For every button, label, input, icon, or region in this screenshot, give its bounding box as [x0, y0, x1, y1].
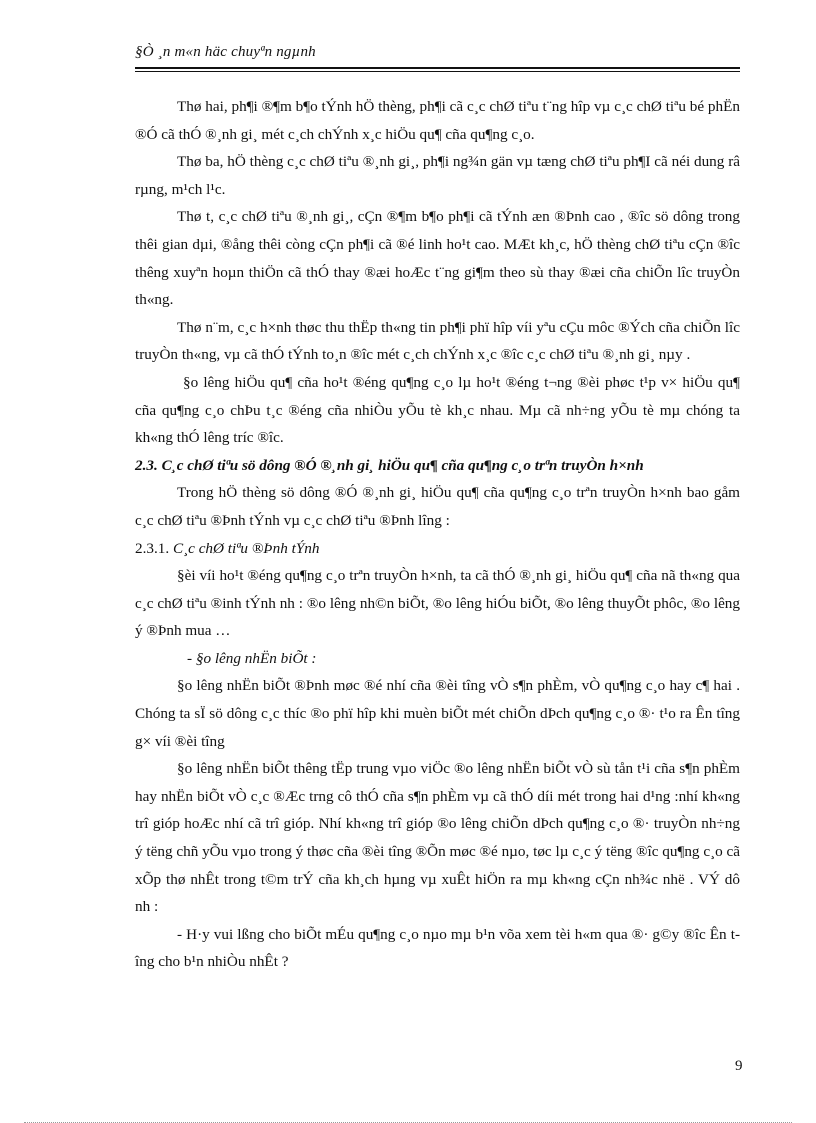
- section-heading: 2.3. C¸c chØ tiªu sö dông ®Ó ®¸nh gi¸ hiÖu qu¶ cña qu¶ng c¸o trªn truyÒn h×nh: [135, 456, 644, 474]
- header-rule-thin: [135, 71, 740, 72]
- paragraph-criteria-3: Thø ba, hÖ thèng c¸c chØ tiªu ®¸nh gi¸, ph¶i ng¾n gän vµ tæng chØ tiªu ph¶I cã néi dung râ rµng, m¹ch l¹c.: [135, 153, 740, 198]
- subsection-heading: [135, 535, 740, 563]
- subsection-title: C¸c chØ tiªu ®Þnh tÝnh: [172, 539, 320, 557]
- page-number: 9: [735, 1058, 743, 1074]
- paragraph-criteria-2: Thø hai, ph¶i ®¶m b¶o tÝnh hÖ thèng, ph¶i cã c¸c chØ tiªu t¨ng hîp vµ c¸c chØ tiªu bé phËn ®Ó cã thÓ ®¸nh gi¸ mét c¸ch chÝnh x¸c hiÖu qu¶ cña qu¶ng c¸o.: [135, 98, 740, 143]
- page-header-title: §Ò ¸n m«n häc chuyªn ngµnh: [135, 44, 316, 60]
- dash-heading-awareness: - §o lêng nhËn biÕt :: [187, 649, 317, 667]
- paragraph-criteria-4: Thø t, c¸c chØ tiªu ®¸nh gi¸, cÇn ®¶m b¶o ph¶i cã tÝnh æn ®Þnh cao , ®îc sö dông trong thêi gian dµi, ®ång thêi còng cÇn ph¶i cã ®é linh ho¹t cao. MÆt kh¸c, hÖ thèng chØ tiªu cÇn ®îc thêng xuyªn hoµn thiÖn cã thÓ thay ®æi hoÆc t¨ng gi¶m theo sù thay ®æi cña chiÕn lîc truyÒn th«ng.: [135, 208, 740, 309]
- paragraph-example: - H·y vui lßng cho biÕt mÉu qu¶ng c¸o nµo mµ b¹n võa xem tèi h«m qua ®· g©y ®îc Ên tîng cho b¹n nhiÒu nhÊt ?: [135, 925, 740, 971]
- header-rule-thick: [135, 67, 740, 69]
- paragraph-qualitative: §èi víi ho¹t ®éng qu¶ng c¸o trªn truyÒn h×nh, ta cã thÓ ®¸nh gi¸ hiÖu qu¶ cña nã th«ng qua c¸c chØ tiªu ®inh tÝnh nh : ®o lêng nh©n biÕt, ®o lêng hiÓu biÕt, ®o lêng thuyÕt phôc, ®o lêng ý ®Þnh mua …: [135, 567, 740, 640]
- page-body: [135, 93, 740, 976]
- paragraph-criteria-5: Thø n¨m, c¸c h×nh thøc thu thËp th«ng tin ph¶i phï hîp víi yªu cÇu môc ®Ých cña chiÕn lîc truyÒn th«ng, vµ cã thÓ tÝnh to¸n ®îc mét c¸ch chÝnh x¸c ®îc c¸c chØ tiªu ®¸nh gi¸ nµy .: [135, 318, 740, 364]
- paragraph-measurement: §o lêng hiÖu qu¶ cña ho¹t ®éng qu¶ng c¸o lµ ho¹t ®éng t¬ng ®èi phøc t¹p v× hiÖu qu¶ cña qu¶ng c¸o chÞu t¸c ®éng cña nhiÒu yÕu tè kh¸c nhau. Mµ cã nh÷ng yÕu tè mµ chóng ta kh«ng thÓ lêng tríc ®îc.: [135, 373, 740, 447]
- paragraph-awareness-2: §o lêng nhËn biÕt thêng tËp trung vµo viÖc ®o lêng nhËn biÕt vÒ sù tån t¹i cña s¶n phÈm hay nhËn biÕt vÒ c¸c ®Æc trng cô thÓ cña s¶n phÈm vµ cã thÓ díi mét trong hai d¹ng :nhí kh«ng trî gióp hoÆc nhí cã trî gióp. Nhí kh«ng trî gióp ®o lêng chiÕn dÞch qu¶ng c¸o ®· truyÒn nh÷ng ý tëng chñ yÕu vµo trong ý thøc cña ®èi tîng ®Õn møc ®é nµo, tøc lµ c¸c ý tëng ®îc qu¶ng c¸o cã xÕp thø nhÊt trong t©m trÝ cña kh¸ch hµng vµ xuÊt hiÖn ra mµ kh«ng cÇn nh¾c nhë . VÝ dô nh :: [135, 760, 740, 916]
- subsection-number: 2.3.1.: [135, 539, 170, 557]
- paragraph-awareness-1: §o lêng nhËn biÕt ®Þnh møc ®é nhí cña ®èi tîng vÒ s¶n phÈm, vÒ qu¶ng c¸o hay c¶ hai . Chóng ta sÏ sö dông c¸c thíc ®o phï hîp khi muèn biÕt mét chiÕn dÞch qu¶ng c¸o ®· t¹o ra Ên tîng g× víi ®èi tîng: [135, 677, 740, 750]
- section-intro: Trong hÖ thèng sö dông ®Ó ®¸nh gi¸ hiÖu qu¶ cña qu¶ng c¸o trªn truyÒn h×nh bao gåm c¸c chØ tiªu ®Þnh tÝnh vµ c¸c chØ tiªu ®Þnh lîng :: [135, 484, 740, 529]
